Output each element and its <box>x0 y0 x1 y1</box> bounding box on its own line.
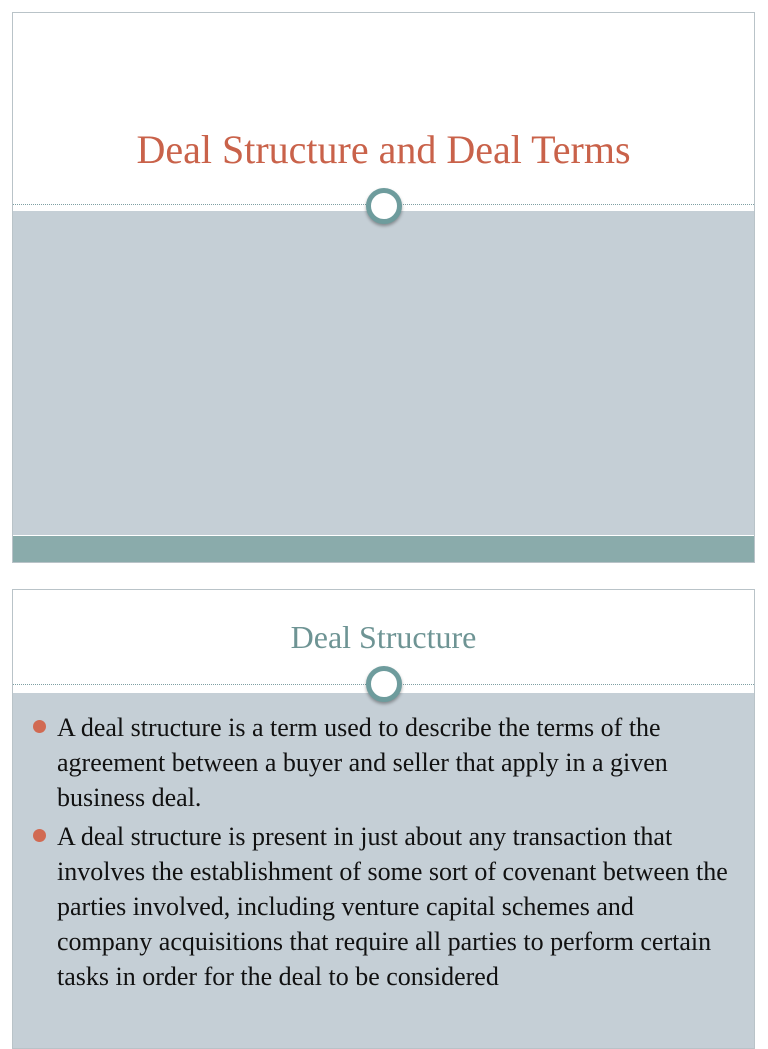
list-item <box>33 819 733 994</box>
circle-ornament-icon <box>366 188 402 224</box>
slide-title: Deal Structure <box>290 619 477 655</box>
list-item <box>33 710 733 815</box>
bullet-dot-icon <box>33 720 46 733</box>
bullet-text: A deal structure is a term used to describe the terms of the agreement between a buyer and seller that apply in a given business deal. <box>57 713 668 812</box>
slide-title: Deal Structure and Deal Terms <box>136 127 631 172</box>
slide-header-area <box>13 13 754 210</box>
title-slide <box>12 12 755 563</box>
bullet-dot-icon <box>33 829 46 842</box>
content-slide <box>12 589 755 1049</box>
bullet-list <box>33 710 733 998</box>
slide-body-area <box>13 211 754 535</box>
footer-band <box>13 536 754 563</box>
bullet-text: A deal structure is present in just about any transaction that involves the establishment of some sort of covenant between the parties involved, including venture capital schemes and company acquisitions that require all parties to perform certain tasks in order for the deal to be considered <box>57 822 728 991</box>
circle-ornament-icon <box>366 666 402 702</box>
